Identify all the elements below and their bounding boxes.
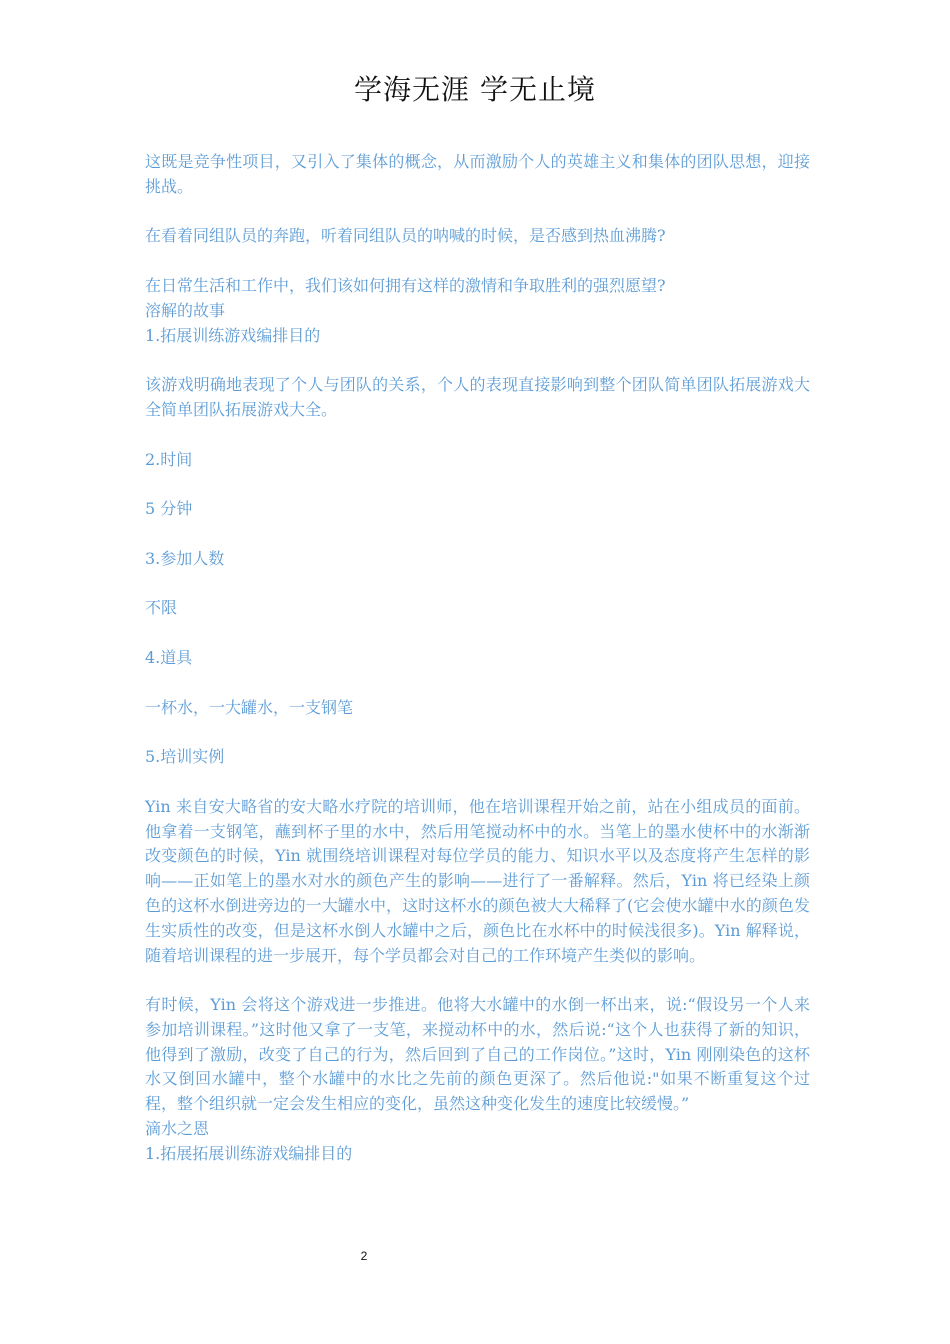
header-title: 学海无涯 学无止境 bbox=[354, 73, 596, 106]
paragraph-example-1: Yin 来自安大略省的安大略水疗院的培训师，他在培训课程开始之前，站在小组成员的面前。他拿着一支钢笔，蘸到杯子里的水中，然后用笔搅动杯中的水。当笔上的墨水使杯中的水渐渐改变颜色的时候，Yin 就围绕培训课程对每位学员的能力、知识水平以及态度将产生怎样的影响——正如笔上的墨水对水的颜色产生的影响——进行了一番解释。然后，Yin 将已经染上颜色的这杯水倒进旁边的一大罐水中，这时这杯水的颜色被大大稀释了(它会使水罐中水的颜色发生实质性的改变，但是这杯水倒人水罐中之后，颜色比在水杯中的时候浅很多)。Yin 解释说，随着培训课程的进一步展开，每个学员都会对自己的工作环境产生类似的影响。 bbox=[145, 796, 810, 965]
subheading-purpose-2: 1.拓展拓展训练游戏编排目的 bbox=[145, 1143, 353, 1163]
section-heading-dissolve-story: 溶解的故事 bbox=[145, 300, 226, 320]
section-heading-drop-of-water: 滴水之恩 bbox=[145, 1119, 210, 1139]
subheading-props: 4.道具 bbox=[145, 647, 193, 667]
subheading-example: 5.培训实例 bbox=[145, 747, 225, 767]
paragraph-intro: 这既是竞争性项目，又引入了集体的概念，从而激励个人的英雄主义和集体的团队思想，迎接挑战。 bbox=[145, 152, 810, 196]
paragraph-participants: 不限 bbox=[145, 598, 178, 618]
paragraph-purpose: 该游戏明确地表现了个人与团队的关系，个人的表现直接影响到整个团队简单团队拓展游戏大全简单团队拓展游戏大全。 bbox=[145, 375, 810, 419]
paragraph-question-1: 在看着同组队员的奔跑，听着同组队员的呐喊的时候，是否感到热血沸腾? bbox=[145, 226, 666, 246]
subheading-purpose: 1.拓展训练游戏编排目的 bbox=[145, 325, 321, 345]
paragraph-props: 一杯水，一大罐水，一支钢笔 bbox=[145, 697, 354, 717]
paragraph-question-2: 在日常生活和工作中，我们该如何拥有这样的激情和争取胜利的强烈愿望? bbox=[145, 275, 666, 295]
document-body bbox=[145, 150, 810, 1167]
paragraph-time: 5 分钟 bbox=[145, 499, 193, 519]
page-number: 2 bbox=[360, 1249, 368, 1263]
paragraph-example-2: 有时候，Yin 会将这个游戏进一步推进。他将大水罐中的水倒一杯出来，说:“假设另一个人来参加培训课程。”这时他又拿了一支笔，来搅动杯中的水，然后说:“这个人也获得了新的知识，他得到了激励，改变了自己的行为，然后回到了自己的工作岗位。”这时，Yin 刚刚染色的这杯水又倒回水罐中，整个水罐中的水比之先前的颜色更深了。然后他说:"如果不断重复这个过程，整个组织就一定会发生相应的变化，虽然这种变化发生的速度比较缓慢。” bbox=[145, 995, 810, 1114]
subheading-participants: 3.参加人数 bbox=[145, 548, 225, 568]
subheading-time: 2.时间 bbox=[145, 449, 193, 469]
